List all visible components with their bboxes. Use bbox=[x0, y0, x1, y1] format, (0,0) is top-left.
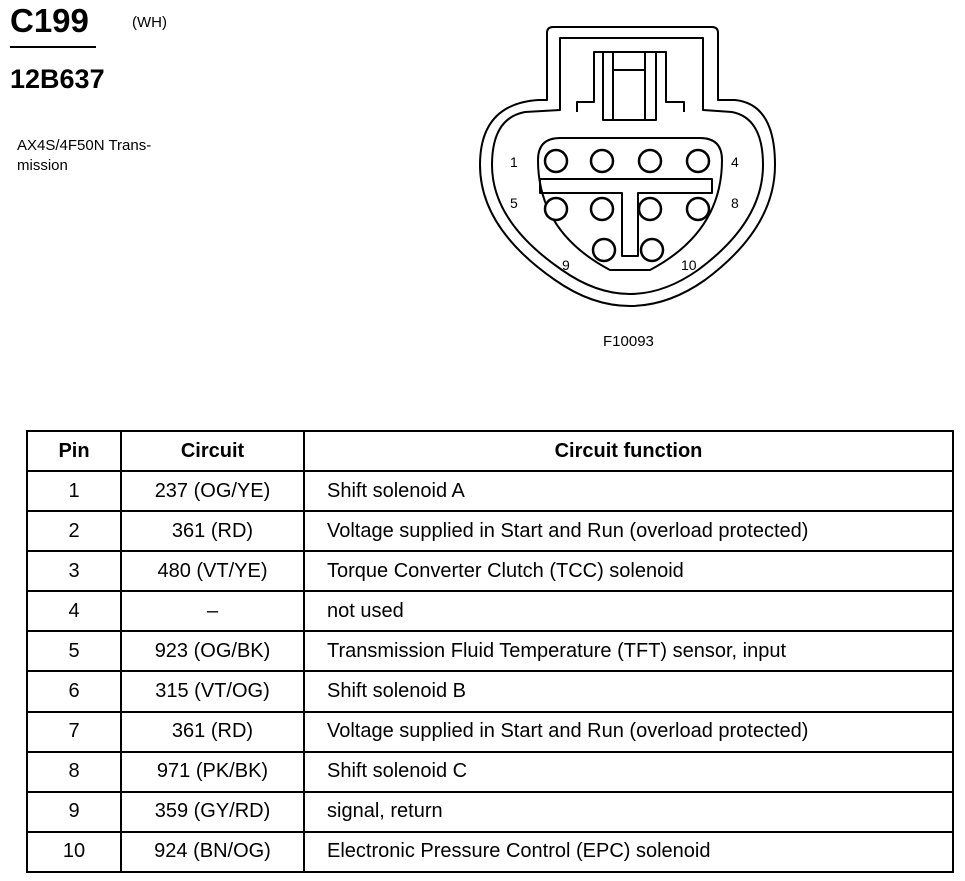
table-header-row bbox=[27, 431, 953, 471]
function-cell: not used bbox=[304, 591, 953, 631]
table-row bbox=[27, 591, 953, 631]
pin-label-1: 1 bbox=[510, 154, 518, 170]
locking-tab-inner bbox=[603, 52, 656, 120]
function-cell: Transmission Fluid Temperature (TFT) sensor, input bbox=[304, 631, 953, 671]
pin-label-8: 8 bbox=[731, 195, 739, 211]
function-cell: Voltage supplied in Start and Run (overload protected) bbox=[304, 511, 953, 551]
pin-8-terminal bbox=[687, 198, 709, 220]
circuit-cell: 237 (OG/YE) bbox=[121, 471, 304, 511]
table-row bbox=[27, 792, 953, 832]
circuit-cell: 361 (RD) bbox=[121, 712, 304, 752]
function-cell: Voltage supplied in Start and Run (overload protected) bbox=[304, 712, 953, 752]
table-row bbox=[27, 551, 953, 591]
table-row bbox=[27, 511, 953, 551]
table-row bbox=[27, 752, 953, 792]
circuit-cell: 480 (VT/YE) bbox=[121, 551, 304, 591]
function-cell: Shift solenoid C bbox=[304, 752, 953, 792]
pin-2-terminal bbox=[591, 150, 613, 172]
circuit-cell: 971 (PK/BK) bbox=[121, 752, 304, 792]
function-cell: Electronic Pressure Control (EPC) solenoid bbox=[304, 832, 953, 872]
pin-10-terminal bbox=[641, 239, 663, 261]
header-circuit: Circuit bbox=[121, 431, 304, 471]
circuit-cell: – bbox=[121, 591, 304, 631]
pin-cell: 6 bbox=[27, 671, 121, 711]
connector-description bbox=[17, 136, 187, 176]
pin-cell: 7 bbox=[27, 712, 121, 752]
table-row bbox=[27, 671, 953, 711]
pin-cell: 4 bbox=[27, 591, 121, 631]
description-line-2: mission bbox=[17, 157, 68, 174]
pin-4-terminal bbox=[687, 150, 709, 172]
pin-6-terminal bbox=[591, 198, 613, 220]
table-row bbox=[27, 832, 953, 872]
function-cell: Shift solenoid B bbox=[304, 671, 953, 711]
pin-cell: 2 bbox=[27, 511, 121, 551]
function-cell: signal, return bbox=[304, 792, 953, 832]
pin-5-terminal bbox=[545, 198, 567, 220]
part-number: 12B637 bbox=[10, 64, 105, 94]
circuit-cell: 359 (GY/RD) bbox=[121, 792, 304, 832]
pin-cell: 10 bbox=[27, 832, 121, 872]
pin-7-terminal bbox=[639, 198, 661, 220]
pin-cell: 8 bbox=[27, 752, 121, 792]
function-cell: Torque Converter Clutch (TCC) solenoid bbox=[304, 551, 953, 591]
pin-cell: 9 bbox=[27, 792, 121, 832]
connector-color-code: (WH) bbox=[132, 14, 167, 31]
pinout-table bbox=[26, 430, 954, 873]
pin-label-10: 10 bbox=[681, 257, 697, 273]
table-row bbox=[27, 471, 953, 511]
pin-3-terminal bbox=[639, 150, 661, 172]
figure-reference: F10093 bbox=[603, 333, 654, 350]
header-pin: Pin bbox=[27, 431, 121, 471]
pin-1-terminal bbox=[545, 150, 567, 172]
header-circuit-function: Circuit function bbox=[304, 431, 953, 471]
pin-9-terminal bbox=[593, 239, 615, 261]
circuit-cell: 361 (RD) bbox=[121, 511, 304, 551]
pin-cell: 5 bbox=[27, 631, 121, 671]
pin-label-9: 9 bbox=[562, 257, 570, 273]
description-line-1: AX4S/4F50N Trans- bbox=[17, 137, 152, 154]
connector-face-diagram bbox=[470, 20, 790, 320]
connector-code: C199 bbox=[10, 2, 89, 39]
function-cell: Shift solenoid A bbox=[304, 471, 953, 511]
circuit-cell: 923 (OG/BK) bbox=[121, 631, 304, 671]
connector-code-underline bbox=[10, 46, 96, 48]
pin-cell: 1 bbox=[27, 471, 121, 511]
circuit-cell: 315 (VT/OG) bbox=[121, 671, 304, 711]
locking-tab bbox=[577, 52, 684, 112]
pin-label-5: 5 bbox=[510, 195, 518, 211]
pin-cell: 3 bbox=[27, 551, 121, 591]
table-row bbox=[27, 712, 953, 752]
table-row bbox=[27, 631, 953, 671]
pin-label-4: 4 bbox=[731, 154, 739, 170]
circuit-cell: 924 (BN/OG) bbox=[121, 832, 304, 872]
